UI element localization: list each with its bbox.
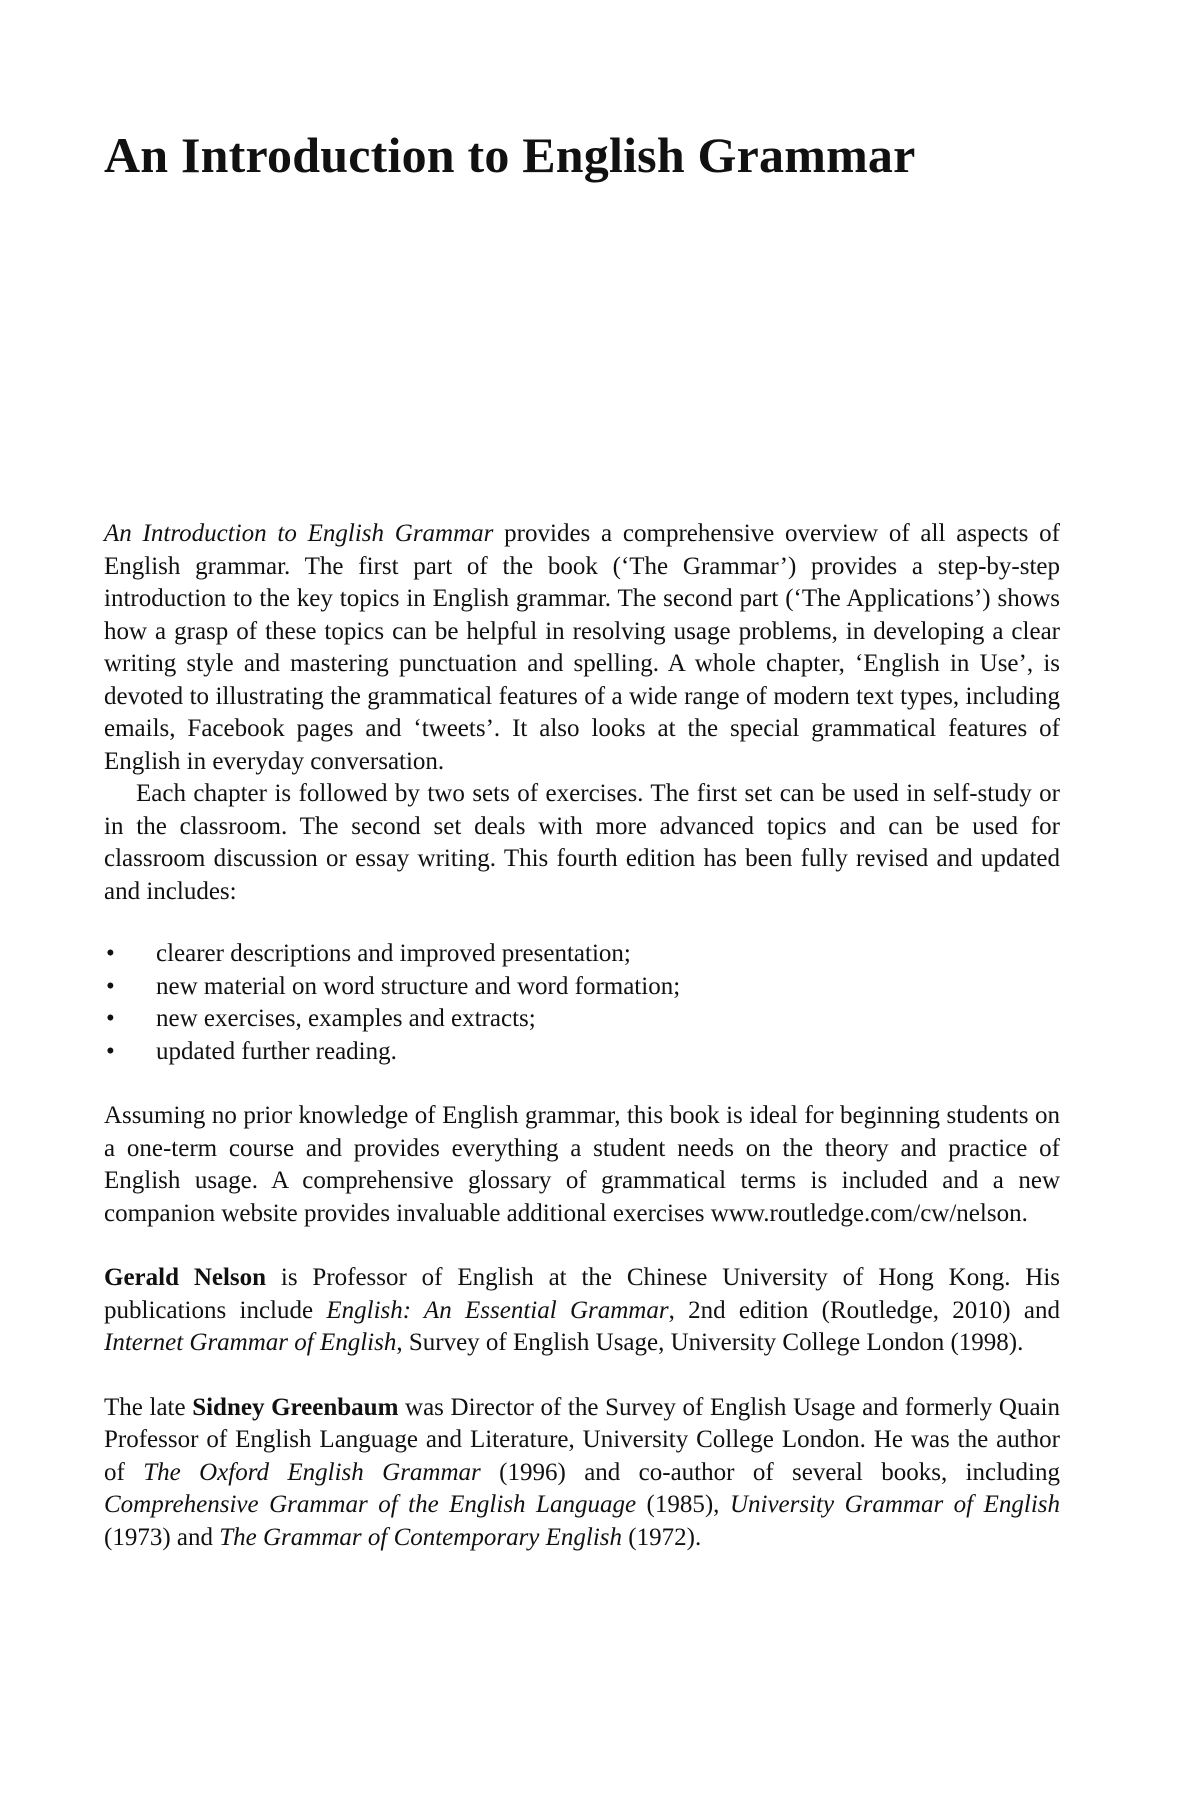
intro-paragraph bbox=[104, 518, 1060, 778]
bullet-icon: • bbox=[106, 940, 115, 967]
list-item bbox=[104, 971, 1060, 1004]
bio-text: , Survey of English Usage, University College London (1998). bbox=[396, 1329, 1024, 1356]
work-title: University Grammar of English bbox=[729, 1491, 1061, 1518]
bio-text: (1996) and co-author of several books, including bbox=[480, 1458, 1061, 1486]
work-title: Internet Grammar of English bbox=[104, 1329, 397, 1356]
intro-text: provides a comprehensive overview of all aspects of English grammar. The first part of the book (‘The Grammar’) provides a step-by-step introduction to the key topics in English grammar. The second part (‘The Applications’) shows how a grasp of these topics can be helpful in resolving usage problems, in developing a clear writing style and mastering punctuation and spelling. A whole chapter, ‘English in Use’, is devoted to illustrating the grammatical features of a wide range of modern text types, including emails, Facebook pages and ‘tweets’. It also looks at the special grammatical features of English in everyday conversation. bbox=[104, 520, 1060, 775]
list-item bbox=[104, 938, 1060, 971]
work-title: Comprehensive Grammar of the English Language bbox=[104, 1491, 637, 1518]
features-list bbox=[104, 938, 1060, 1068]
bullet-icon: • bbox=[106, 1037, 115, 1065]
list-item-text: clearer descriptions and improved presentation; bbox=[156, 940, 631, 967]
assuming-paragraph: Assuming no prior knowledge of English grammar, this book is ideal for beginning students on a one-term course and provides everything a student needs on the theory and practice of English usage. A comprehensive glossary of grammatical terms is included and a new companion website provides invaluable additional exercises www.routledge.com/cw/nelson. bbox=[104, 1102, 1060, 1227]
bio-text: was Director of the Survey of English Usage and formerly Quain Professor of English Language and Literature, University College London. He was the author of bbox=[104, 1393, 1060, 1486]
bio-text: (1985), bbox=[636, 1491, 730, 1518]
bio-text: (1973) and bbox=[104, 1523, 220, 1551]
list-item-text: updated further reading. bbox=[156, 1037, 397, 1065]
bio-text: The late bbox=[104, 1393, 193, 1421]
author-name-greenbaum: Sidney Greenbaum bbox=[192, 1393, 399, 1421]
bio-text: is Professor of English at the Chinese University of Hong Kong. His publications include bbox=[104, 1264, 1061, 1324]
book-title-italic: An Introduction to English Grammar bbox=[104, 520, 494, 547]
work-title: English: An Essential Grammar bbox=[326, 1296, 669, 1324]
list-item bbox=[104, 1036, 1060, 1069]
list-item-text: new material on word structure and word formation; bbox=[156, 972, 681, 1000]
author-name-nelson: Gerald Nelson bbox=[104, 1264, 267, 1291]
bullet-icon: • bbox=[106, 972, 115, 1000]
greenbaum-bio bbox=[104, 1392, 1060, 1555]
list-item bbox=[104, 1003, 1060, 1036]
list-item-text: new exercises, examples and extracts; bbox=[156, 1005, 536, 1032]
bio-text: , 2nd edition (Routledge, 2010) and bbox=[668, 1296, 1060, 1324]
work-title: The Grammar of Contemporary English bbox=[219, 1523, 623, 1551]
bio-text: (1972). bbox=[622, 1523, 702, 1551]
work-title: The Oxford English Grammar bbox=[143, 1458, 481, 1486]
nelson-bio bbox=[104, 1262, 1060, 1360]
page-title: An Introduction to English Grammar bbox=[104, 127, 916, 183]
exercises-paragraph: Each chapter is followed by two sets of exercises. The first set can be used in self-study or in the classroom. The second set deals with more advanced topics and can be used for classroom discussion or essay writing. This fourth edition has been fully revised and updated and includes: bbox=[104, 780, 1060, 905]
body-text bbox=[104, 518, 1060, 1554]
bullet-icon: • bbox=[106, 1005, 115, 1032]
